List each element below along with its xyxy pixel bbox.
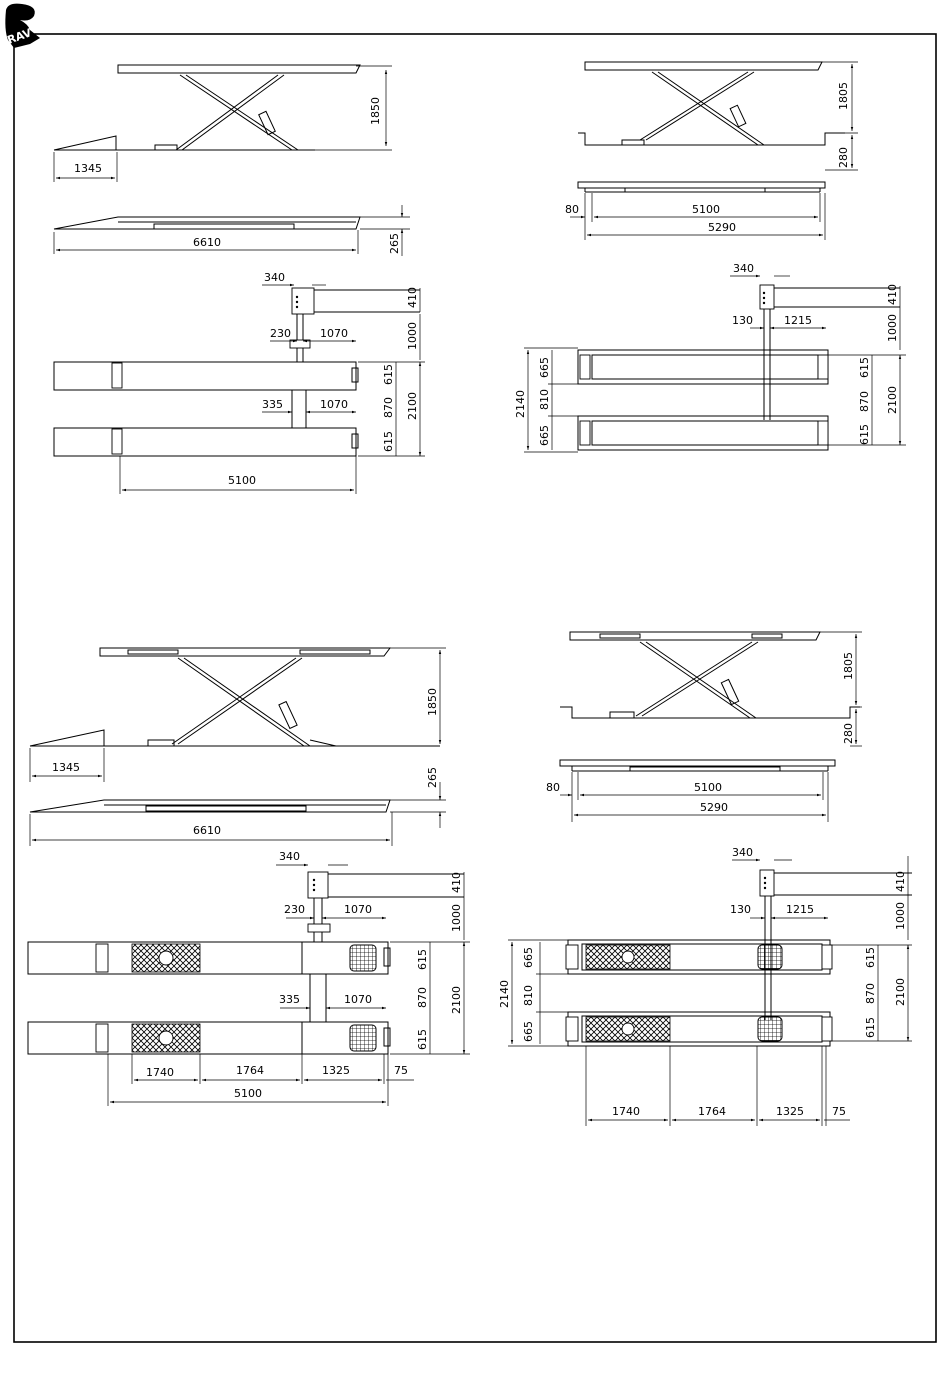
br-offset-b-dim: 1215	[786, 903, 814, 916]
tl-ramp-height-dim: 265	[388, 233, 401, 254]
br-seg4-dim: 75	[832, 1105, 846, 1118]
tr-inner-dim: 5100	[692, 203, 720, 216]
tl-plan-view	[54, 271, 425, 494]
br-total-dim: 2100	[894, 978, 907, 1006]
tl-offset-a-dim: 230	[270, 327, 291, 340]
tr-side-view	[565, 182, 825, 240]
bl-elevation-view	[30, 648, 446, 782]
br-top-width-dim: 340	[732, 846, 753, 859]
br-seg3-dim: 1325	[776, 1105, 804, 1118]
tl-offset-b-dim: 1070	[320, 327, 348, 340]
br-gap-dim: 870	[864, 983, 877, 1004]
tl-length-dim: 6610	[193, 236, 221, 249]
br-left-3-dim: 665	[522, 1021, 535, 1042]
bl-seg4-dim: 75	[394, 1064, 408, 1077]
br-drop-dim: 1000	[894, 902, 907, 930]
tr-pit-dim: 280	[837, 147, 850, 168]
tl-mid-b-dim: 1070	[320, 398, 348, 411]
br-outer-dim: 5290	[700, 801, 728, 814]
bl-length-dim: 6610	[193, 824, 221, 837]
br-seg1-dim: 1740	[612, 1105, 640, 1118]
br-inner-dim: 5100	[694, 781, 722, 794]
tl-platform2-dim: 615	[382, 431, 395, 452]
bottom-right-drawing	[498, 632, 912, 1126]
tl-elevation-view	[54, 65, 392, 182]
br-plan-view	[498, 846, 912, 1126]
logo-text: RAV	[5, 26, 34, 47]
bl-ramp-height-dim: 265	[426, 767, 439, 788]
bl-top-width-dim: 340	[279, 850, 300, 863]
bl-total-dim: 2100	[450, 986, 463, 1014]
tr-top-width-dim: 340	[733, 262, 754, 275]
tl-top-height-dim: 410	[406, 287, 419, 308]
br-side-view	[546, 760, 835, 822]
tl-mid-a-dim: 335	[262, 398, 283, 411]
tl-ramp-dim: 1345	[74, 162, 102, 175]
bl-mid-b-dim: 1070	[344, 993, 372, 1006]
tr-height-dim: 1805	[837, 82, 850, 110]
tr-left-2-dim: 810	[538, 389, 551, 410]
tr-drop-dim: 1000	[886, 314, 899, 342]
br-left-total-dim: 2140	[498, 980, 511, 1008]
bl-offset-b-dim: 1070	[344, 903, 372, 916]
br-pit-dim: 280	[842, 723, 855, 744]
tl-drop-dim: 1000	[406, 322, 419, 350]
br-edge-dim: 80	[546, 781, 560, 794]
bl-top-height-dim: 410	[450, 872, 463, 893]
tl-height-dim: 1850	[369, 97, 382, 125]
bl-platform1-dim: 615	[416, 949, 429, 970]
bl-seg2-dim: 1764	[236, 1064, 264, 1077]
bl-gap-dim: 870	[416, 987, 429, 1008]
tl-platform1-dim: 615	[382, 364, 395, 385]
bl-plan-view	[28, 850, 470, 1106]
tr-edge-dim: 80	[565, 203, 579, 216]
br-height-dim: 1805	[842, 652, 855, 680]
tr-platform1-dim: 615	[858, 357, 871, 378]
tr-offset-a-dim: 130	[732, 314, 753, 327]
tr-total-dim: 2100	[886, 386, 899, 414]
tr-elevation-view	[578, 62, 858, 170]
bl-plan-length-dim: 5100	[234, 1087, 262, 1100]
bl-mid-a-dim: 335	[279, 993, 300, 1006]
br-platform1-dim: 615	[864, 947, 877, 968]
tl-gap-dim: 870	[382, 397, 395, 418]
tr-plan-view	[514, 262, 906, 452]
br-seg2-dim: 1764	[698, 1105, 726, 1118]
br-elevation-view	[560, 632, 862, 746]
tr-left-total-dim: 2140	[514, 390, 527, 418]
bl-seg1-dim: 1740	[146, 1066, 174, 1079]
bl-height-dim: 1850	[426, 688, 439, 716]
tr-offset-b-dim: 1215	[784, 314, 812, 327]
rav-logo-icon	[5, 4, 40, 48]
top-left-drawing	[54, 65, 425, 494]
top-right-drawing	[514, 62, 906, 452]
bl-ramp-dim: 1345	[52, 761, 80, 774]
tl-top-width-dim: 340	[264, 271, 285, 284]
br-left-1-dim: 665	[522, 947, 535, 968]
tr-left-1-dim: 665	[538, 357, 551, 378]
br-platform2-dim: 615	[864, 1017, 877, 1038]
tl-plan-length-dim: 5100	[228, 474, 256, 487]
bl-drop-dim: 1000	[450, 904, 463, 932]
tr-gap-dim: 870	[858, 391, 871, 412]
tr-platform2-dim: 615	[858, 424, 871, 445]
page-border	[14, 34, 936, 1342]
tl-total-dim: 2100	[406, 392, 419, 420]
bl-seg3-dim: 1325	[322, 1064, 350, 1077]
br-top-height-dim: 410	[894, 871, 907, 892]
tl-side-view	[54, 205, 410, 256]
br-offset-a-dim: 130	[730, 903, 751, 916]
bl-offset-a-dim: 230	[284, 903, 305, 916]
bl-platform2-dim: 615	[416, 1029, 429, 1050]
tr-top-height-dim: 410	[886, 284, 899, 305]
bottom-left-drawing	[28, 648, 470, 1106]
tr-left-3-dim: 665	[538, 425, 551, 446]
tr-outer-dim: 5290	[708, 221, 736, 234]
br-left-2-dim: 810	[522, 985, 535, 1006]
bl-side-view	[30, 767, 446, 846]
